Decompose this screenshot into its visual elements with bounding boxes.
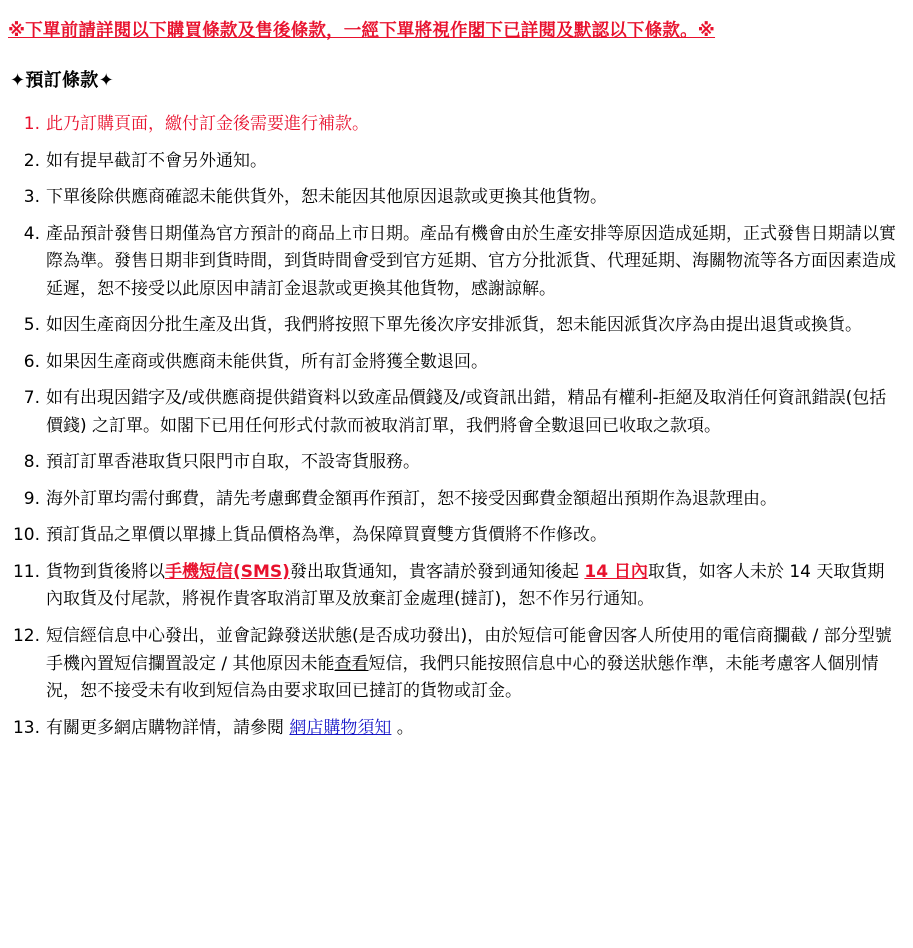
term-item xyxy=(6,385,901,440)
term-number: 5. xyxy=(23,315,40,336)
emphasis-text: 手機短信(SMS) xyxy=(165,561,290,582)
text-run: 如因生產商因分批生產及出貨，我們將按照下單先後次序安排派貨，恕未能因派貨次序為由提出退貨或換貨。 xyxy=(46,315,862,336)
text-run: 下單後除供應商確認未能供貨外，恕未能因其他原因退款或更換其他貨物。 xyxy=(46,187,607,208)
emphasis-text: 查看 xyxy=(334,653,369,674)
term-text xyxy=(46,114,369,134)
text-run: 有關更多網店購物詳情，請參閱 xyxy=(46,717,290,738)
term-text xyxy=(46,151,267,171)
emphasis-text: 14 日內 xyxy=(584,561,648,582)
term-item xyxy=(6,559,901,614)
term-text xyxy=(46,525,607,545)
shopping-guide-link[interactable]: 網店購物須知 xyxy=(289,717,392,738)
term-text xyxy=(46,489,777,509)
text-run: 如有提早截訂不會另外通知。 xyxy=(46,150,267,171)
term-number: 2. xyxy=(23,150,40,171)
term-number: 12. xyxy=(12,625,40,646)
term-item xyxy=(6,715,901,743)
page-title: ✦預訂條款✦ xyxy=(10,70,114,92)
term-item xyxy=(6,349,901,377)
text-run: 貨物到貨後將以 xyxy=(46,561,165,582)
text-run: 預訂訂單香港取貨只限門市自取，不設寄貨服務。 xyxy=(46,452,420,473)
term-number: 13. xyxy=(12,717,40,738)
term-text xyxy=(46,187,607,207)
term-number: 10. xyxy=(12,525,40,546)
term-item xyxy=(6,221,901,304)
term-item xyxy=(6,148,901,176)
term-item xyxy=(6,184,901,212)
term-number: 8. xyxy=(23,452,40,473)
bottom-spacer xyxy=(6,751,901,767)
term-number: 11. xyxy=(12,561,40,582)
term-text xyxy=(46,452,420,472)
text-run: 取貨，如客人未於 14 天取貨期內取貨及付尾款，將視作貴客取消訂單及放棄訂金處理(撻訂)，恕不作另行通知。 xyxy=(46,561,885,610)
text-run: 短信經信息中心發出，並會記錄發送狀態(是否成功發出)，由於短信可能會因客人所使用的電信商攔截 / 部分型號手機內置短信攔置設定 / 其他原因未能 xyxy=(46,625,892,674)
text-run: 發出取貨通知，貴客請於發到通知後起 xyxy=(289,561,585,582)
term-text xyxy=(46,562,884,610)
term-item xyxy=(6,449,901,477)
text-run: 短信，我們只能按照信息中心的發送狀態作準，未能考慮客人個別情況，恕不接受未有收到短信為由要求取回已撻訂的貨物或訂金。 xyxy=(46,653,879,702)
term-item xyxy=(6,623,901,706)
text-run: 如果因生產商或供應商未能供貨，所有訂金將獲全數退回。 xyxy=(46,351,488,372)
text-run: 此乃訂購頁面，繳付訂金後需要進行補款。 xyxy=(46,114,369,135)
term-item xyxy=(6,486,901,514)
text-run: 預訂貨品之單價以單據上貨品價格為準，為保障買賣雙方貨價將不作修改。 xyxy=(46,525,607,546)
term-text xyxy=(46,352,488,372)
term-item xyxy=(6,522,901,550)
text-run: 。 xyxy=(391,717,414,738)
term-number: 9. xyxy=(23,488,40,509)
term-text xyxy=(46,224,896,299)
text-run: 產品預計發售日期僅為官方預計的商品上市日期。產品有機會由於生產安排等原因造成延期，正式發售日期請以實際為準。發售日期非到貨時間，到貨時間會受到官方延期、官方分批派貨、代理延期、海關物流等各方面因素造成延遲，恕不接受以此原因申請訂金退款或更換其他貨物，感謝諒解。 xyxy=(46,223,896,299)
term-number: 3. xyxy=(23,187,40,208)
term-number: 6. xyxy=(23,351,40,372)
text-run: 海外訂單均需付郵費，請先考慮郵費金額再作預訂，恕不接受因郵費金額超出預期作為退款理由。 xyxy=(46,488,777,509)
term-text xyxy=(46,718,414,738)
top-notice: ※下單前請詳閱以下購買條款及售後條款，一經下單將視作閣下已詳閱及默認以下條款。※ xyxy=(8,21,716,41)
term-text xyxy=(46,315,862,335)
term-item xyxy=(6,111,901,139)
term-number: 1. xyxy=(23,114,40,135)
term-item xyxy=(6,312,901,340)
term-text xyxy=(46,626,892,701)
term-number: 7. xyxy=(23,388,40,409)
terms-list xyxy=(6,111,901,742)
term-number: 4. xyxy=(23,223,40,244)
term-text xyxy=(46,388,886,436)
text-run: 如有出現因錯字及/或供應商提供錯資料以致產品價錢及/或資訊出錯，精品有權利-拒絕及取消任何資訊錯誤(包括價錢) 之訂單。如閣下已用任何形式付款而被取消訂單，我們將會全數退回已收取之款項。 xyxy=(46,388,887,436)
